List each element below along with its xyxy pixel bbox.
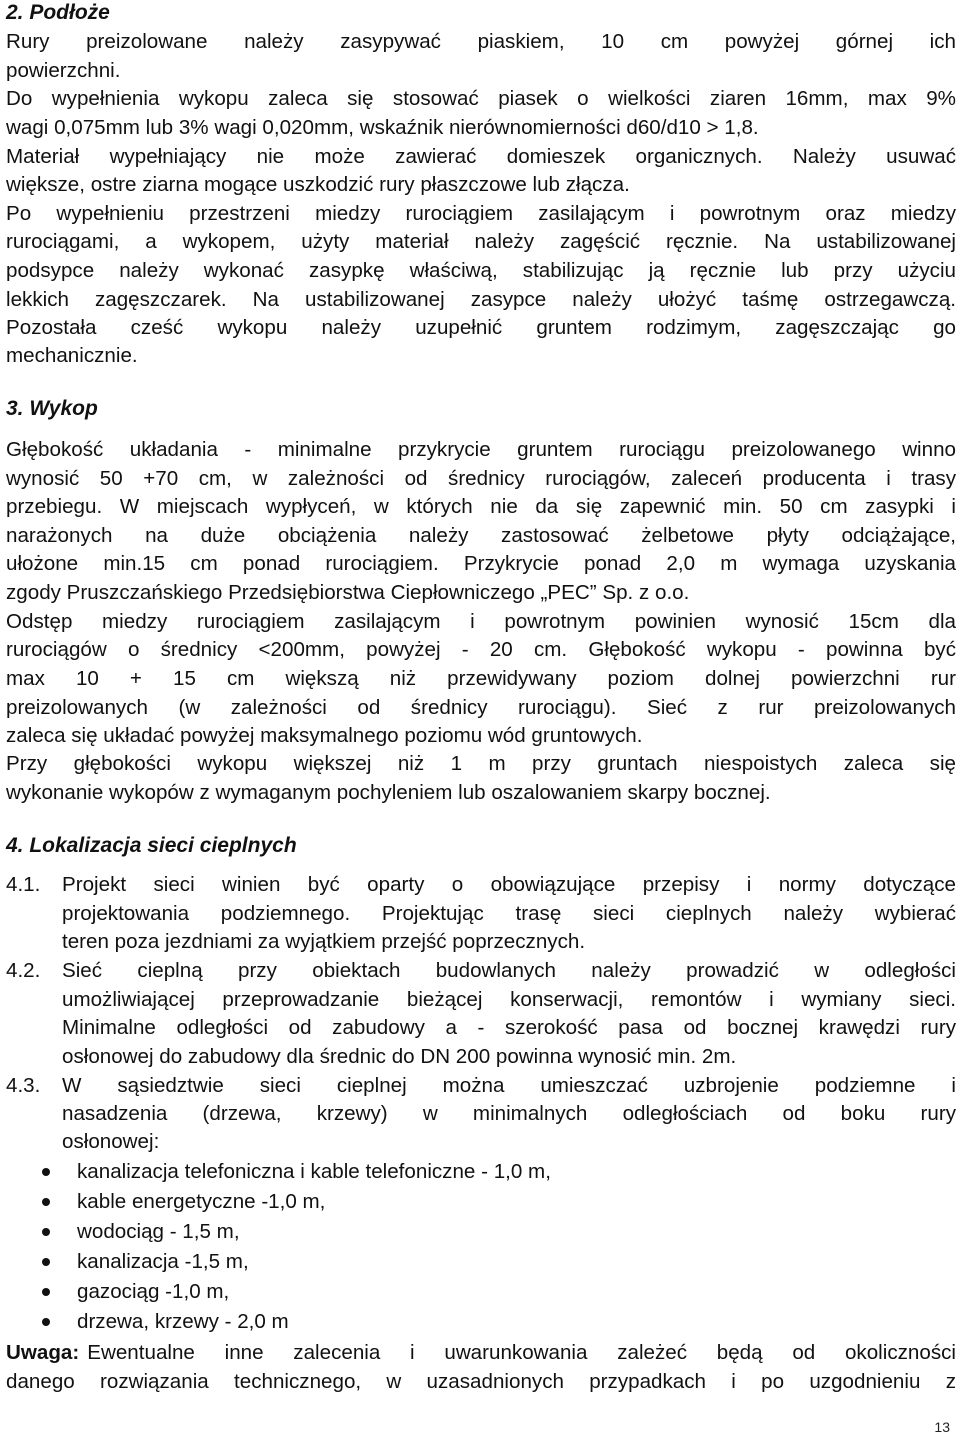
section-2-line: Po wypełnieniu przestrzeni miedzy rurociągiem zasilającym i powrotnym oraz miedzy bbox=[6, 202, 956, 225]
section-2-line: Rury preizolowane należy zasypywać piaskiem, 10 cm powyżej górnej ich bbox=[6, 30, 956, 53]
bullet-marker bbox=[42, 1258, 50, 1266]
bullet-marker bbox=[42, 1168, 50, 1176]
bullet-marker bbox=[42, 1198, 50, 1206]
item-number: 4.2. bbox=[6, 959, 41, 982]
item-line: osłonowej do zabudowy dla średnic do DN 200 powinna wynosić min. 2m. bbox=[62, 1045, 737, 1068]
item-number: 4.3. bbox=[6, 1074, 41, 1097]
section-2-line: rurociągami, a wykopem, użyty materiał należy zagęścić ręcznie. Na ustabilizowanej bbox=[6, 230, 956, 253]
section-3-line: wynosić 50 +70 cm, w zależności od średnicy rurociągów, zaleceń producenta i trasy bbox=[6, 467, 956, 490]
bullet-item: kable energetyczne -1,0 m, bbox=[77, 1190, 326, 1213]
item-line: Projekt sieci winien być oparty o obowiązujące przepisy i normy dotyczące bbox=[62, 873, 956, 896]
bullet-item: wodociąg - 1,5 m, bbox=[77, 1220, 240, 1243]
item-line: nasadzenia (drzewa, krzewy) w minimalnych odległościach od boku rury bbox=[62, 1102, 956, 1125]
bullet-item: kanalizacja telefoniczna i kable telefoniczne - 1,0 m, bbox=[77, 1160, 551, 1183]
item-number: 4.1. bbox=[6, 873, 41, 896]
item-line: projektowania podziemnego. Projektując trasę sieci cieplnych należy wybierać bbox=[62, 902, 956, 925]
note-label: Uwaga: bbox=[6, 1341, 80, 1364]
section-2-line: mechanicznie. bbox=[6, 344, 138, 367]
section-3-line: max 10 + 15 cm większą niż przewidywany poziom dolnej powierzchni rur bbox=[6, 667, 956, 690]
section-2-heading: 2. Podłoże bbox=[6, 1, 110, 24]
section-3-line: preizolowanych (w zależności od średnicy rurociągu). Sieć z rur preizolowanych bbox=[6, 696, 956, 719]
section-2-line: wagi 0,075mm lub 3% wagi 0,020mm, wskaźnik nierównomierności d60/d10 > 1,8. bbox=[6, 116, 759, 139]
section-3-heading: 3. Wykop bbox=[6, 397, 98, 420]
section-3-line: Głębokość układania - minimalne przykrycie gruntem rurociągu preizolowanego winno bbox=[6, 438, 956, 461]
section-4-heading: 4. Lokalizacja sieci cieplnych bbox=[6, 834, 297, 857]
bullet-marker bbox=[42, 1288, 50, 1296]
note-line: danego rozwiązania technicznego, w uzasadnionych przypadkach i po uzgodnieniu z bbox=[6, 1370, 956, 1393]
section-3-line: wykonanie wykopów z wymaganym pochyleniem lub oszalowaniem skarpy bocznej. bbox=[6, 781, 771, 804]
section-2-line: większe, ostre ziarna mogące uszkodzić rury płaszczowe lub złącza. bbox=[6, 173, 630, 196]
item-line: Sieć cieplną przy obiektach budowlanych należy prowadzić w odległości bbox=[62, 959, 956, 982]
bullet-item: kanalizacja -1,5 m, bbox=[77, 1250, 249, 1273]
bullet-item: gazociąg -1,0 m, bbox=[77, 1280, 230, 1303]
section-3-line: zaleca się układać powyżej maksymalnego poziomu wód gruntowych. bbox=[6, 724, 643, 747]
bullet-item: drzewa, krzewy - 2,0 m bbox=[77, 1310, 289, 1333]
item-line: umożliwiającej przeprowadzanie bieżącej konserwacji, remontów i wymiany sieci. bbox=[62, 988, 956, 1011]
note-line bbox=[6, 1341, 956, 1365]
section-2-line: lekkich zagęszczarek. Na ustabilizowanej zasypce należy ułożyć taśmę ostrzegawczą. bbox=[6, 288, 956, 311]
section-2-line: powierzchni. bbox=[6, 59, 121, 82]
section-3-line: Odstęp miedzy rurociągiem zasilającym i powrotnym powinien wynosić 15cm dla bbox=[6, 610, 956, 633]
section-3-line: rurociągów o średnicy <200mm, powyżej - 20 cm. Głębokość wykopu - powinna być bbox=[6, 638, 956, 661]
section-3-line: przebiegu. W miejscach wypłyceń, w których nie da się zapewnić min. 50 cm zasypki i bbox=[6, 495, 956, 518]
section-3-line: Przy głębokości wykopu większej niż 1 m przy gruntach niespoistych zaleca się bbox=[6, 752, 956, 775]
section-3-line: zgody Pruszczańskiego Przedsiębiorstwa Ciepłowniczego „PEC” Sp. z o.o. bbox=[6, 581, 690, 604]
section-3-line: narażonych na duże obciążenia należy zastosować żelbetowe płyty odciążające, bbox=[6, 524, 956, 547]
item-line: osłonowej: bbox=[62, 1130, 160, 1153]
note-text: Ewentualne inne zalecenia i uwarunkowania zależeć będą od okoliczności bbox=[87, 1341, 956, 1364]
item-line: Minimalne odległości od zabudowy a - szerokość pasa od bocznej krawędzi rury bbox=[62, 1016, 956, 1039]
section-2-line: Pozostała cześć wykopu należy uzupełnić gruntem rodzimym, zagęszczając go bbox=[6, 316, 956, 339]
section-2-line: Materiał wypełniający nie może zawierać domieszek organicznych. Należy usuwać bbox=[6, 145, 956, 168]
item-line: W sąsiedztwie sieci cieplnej można umieszczać uzbrojenie podziemne i bbox=[62, 1074, 956, 1097]
page-number: 13 bbox=[934, 1419, 950, 1435]
section-3-line: ułożone min.15 cm ponad rurociągiem. Przykrycie ponad 2,0 m wymaga uzyskania bbox=[6, 552, 956, 575]
section-2-line: Do wypełnienia wykopu zaleca się stosować piasek o wielkości ziaren 16mm, max 9% bbox=[6, 87, 956, 110]
section-2-line: podsypce należy wykonać zasypkę właściwą, stabilizując ją ręcznie lub przy użyciu bbox=[6, 259, 956, 282]
bullet-marker bbox=[42, 1228, 50, 1236]
item-line: teren poza jezdniami za wyjątkiem przejść poprzecznych. bbox=[62, 930, 586, 953]
bullet-marker bbox=[42, 1318, 50, 1326]
